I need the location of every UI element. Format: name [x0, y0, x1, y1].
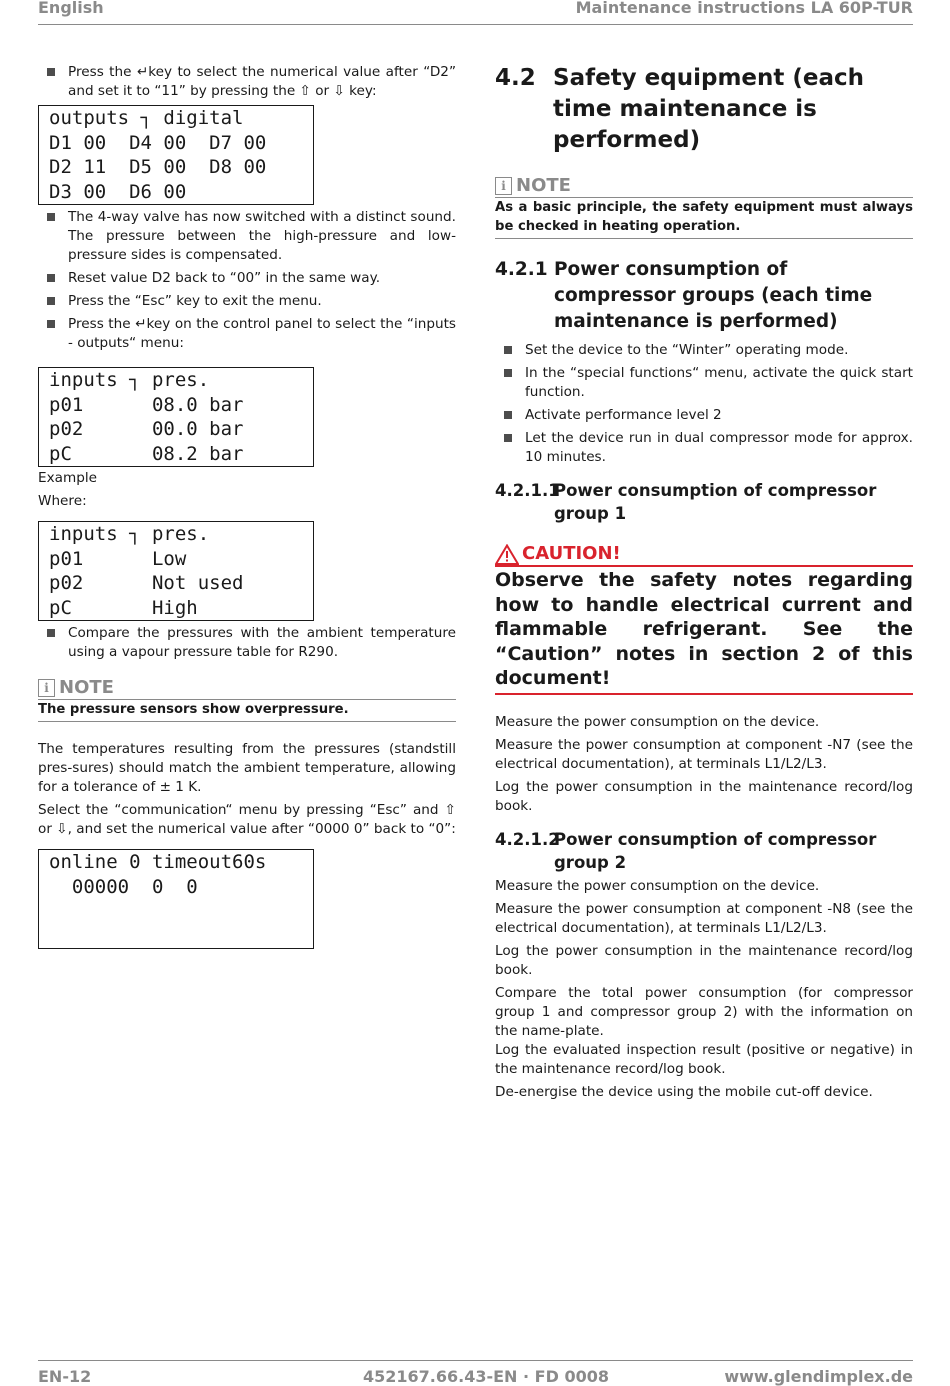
example-label: Example — [38, 470, 97, 486]
bullet-square-icon — [504, 369, 512, 377]
list-item — [495, 429, 913, 467]
list-item — [38, 624, 456, 662]
lcd-display-inputs-pressure: inputs ┐ pres. p01 08.0 bar p02 00.0 bar pC 08.2 bar — [38, 367, 314, 467]
section-title: Power consumption of compressor group 1 — [554, 481, 877, 523]
header-language: English — [38, 0, 104, 17]
note-text: The pressure sensors show overpressure. — [38, 702, 349, 717]
paragraph: Log the power consumption in the maintenance record/log book. — [495, 778, 913, 814]
header-document-title: Maintenance instructions LA 60P-TUR — [575, 0, 913, 17]
bullet-text: Let the device run in dual compressor mode for approx. 10 minutes. — [525, 430, 913, 465]
section-title: Power consumption of compressor groups (each time maintenance is performed) — [554, 259, 873, 332]
list-item — [38, 292, 456, 311]
list-item — [38, 208, 456, 265]
note-header — [495, 176, 913, 196]
bullet-square-icon — [47, 320, 55, 328]
bullet-square-icon — [47, 274, 55, 282]
paragraph: Log the power consumption in the maintenance record/log book. — [495, 942, 913, 978]
page-header — [38, 0, 913, 25]
section-heading-4-2-1 — [495, 257, 913, 335]
page-number: EN-12 — [38, 1367, 92, 1386]
section-number: 4.2.1.2 — [495, 829, 560, 849]
bullet-text: Press the “Esc” key to exit the menu. — [68, 293, 322, 309]
paragraph: Select the “communication“ menu by pressing “Esc” and ⇧ or ⇩, and set the numerical value after “0000 0” back to “0”: — [38, 802, 456, 837]
note-title: NOTE — [516, 175, 571, 196]
bullet-square-icon — [47, 629, 55, 637]
section-heading-4-2 — [495, 63, 913, 156]
bullet-text: Reset value D2 back to “00” in the same way. — [68, 270, 381, 286]
section-title: Safety equipment (each time maintenance is performed) — [553, 65, 865, 153]
divider — [495, 238, 913, 239]
section-title: Power consumption of compressor group 2 — [554, 829, 877, 872]
list-item — [495, 406, 913, 425]
list-item — [495, 364, 913, 402]
note-text: As a basic principle, the safety equipment must always be checked in heating operation. — [495, 200, 913, 234]
section-heading-4-2-1-1 — [495, 479, 913, 525]
right-column — [495, 63, 913, 1106]
section-number: 4.2 — [495, 65, 536, 91]
divider — [38, 721, 456, 722]
paragraph: De-energise the device using the mobile cut-off device. — [495, 1083, 873, 1100]
paragraph: The temperatures resulting from the pressures (standstill pres-sures) should match the ambient temperature, allowing for a tolerance of ± 1 K. — [38, 741, 456, 795]
section-heading-4-2-1-2 — [495, 828, 913, 874]
bullet-square-icon — [504, 411, 512, 419]
bullet-text: Activate performance level 2 — [525, 407, 722, 423]
paragraph: Measure the power consumption on the device. — [495, 713, 820, 730]
bullet-text: In the “special functions“ menu, activate the quick start function. — [525, 365, 913, 400]
caution-box — [495, 543, 913, 695]
list-item — [38, 63, 456, 101]
bullet-square-icon — [47, 297, 55, 305]
where-label: Where: — [38, 493, 87, 509]
bullet-square-icon — [47, 213, 55, 221]
website-url: www.glendimplex.de — [724, 1367, 913, 1386]
document-number: 452167.66.43-EN · FD 0008 — [363, 1367, 609, 1386]
paragraph: Measure the power consumption on the device. — [495, 877, 820, 894]
divider — [495, 693, 913, 695]
lcd-display-inputs-meaning: inputs ┐ pres. p01 Low p02 Not used pC High — [38, 521, 314, 621]
paragraph: Compare the total power consumption (for compressor group 1 and compressor group 2) with the information on the name-plate. — [495, 984, 913, 1039]
list-item — [495, 341, 913, 360]
bullet-square-icon — [504, 346, 512, 354]
paragraph: Log the evaluated inspection result (positive or negative) in the maintenance record/log book. — [495, 1041, 913, 1077]
caution-title: CAUTION! — [522, 543, 621, 564]
bullet-text: Press the ↵key on the control panel to select the “inputs - outputs“ menu: — [68, 316, 456, 351]
lcd-display-outputs-digital: outputs ┐ digital D1 00 D4 00 D7 00 D2 11 D5 00 D8 00 D3 00 D6 00 — [38, 105, 314, 205]
warning-triangle-icon — [495, 544, 519, 565]
bullet-text: Set the device to the “Winter” operating mode. — [525, 342, 849, 358]
paragraph: Measure the power consumption at component -N8 (see the electrical documentation), at terminals L1/L2/L3. — [495, 900, 913, 936]
bullet-text: Compare the pressures with the ambient temperature using a vapour pressure table for R290. — [68, 625, 456, 660]
bullet-square-icon — [47, 68, 55, 76]
list-item — [38, 269, 456, 288]
bullet-text: The 4-way valve has now switched with a distinct sound. The pressure between the high-pressure and low-pressure sides is compensated. — [68, 209, 456, 263]
section-number: 4.2.1.1 — [495, 481, 560, 500]
lcd-display-communication: online 0 timeout60s 00000 0 0 — [38, 849, 314, 949]
left-column — [38, 63, 456, 949]
note-header — [38, 678, 456, 698]
info-icon: i — [495, 177, 512, 195]
note-box — [495, 176, 913, 239]
caution-text: Observe the safety notes regarding how to handle electrical current and flammable refrigerant. See the “Caution” notes in section 2 of this document! — [495, 569, 913, 689]
info-icon: i — [38, 679, 55, 697]
bullet-text: Press the ↵key to select the numerical value after “D2” and set it to “11” by pressing the ⇧ or ⇩ key: — [68, 64, 456, 99]
section-number: 4.2.1 — [495, 259, 548, 280]
paragraph: Measure the power consumption at component -N7 (see the electrical documentation), at terminals L1/L2/L3. — [495, 736, 913, 772]
bullet-square-icon — [504, 434, 512, 442]
list-item — [38, 315, 456, 353]
page-footer — [38, 1360, 913, 1385]
note-box — [38, 678, 456, 722]
note-title: NOTE — [59, 677, 114, 698]
caution-header — [495, 543, 913, 565]
